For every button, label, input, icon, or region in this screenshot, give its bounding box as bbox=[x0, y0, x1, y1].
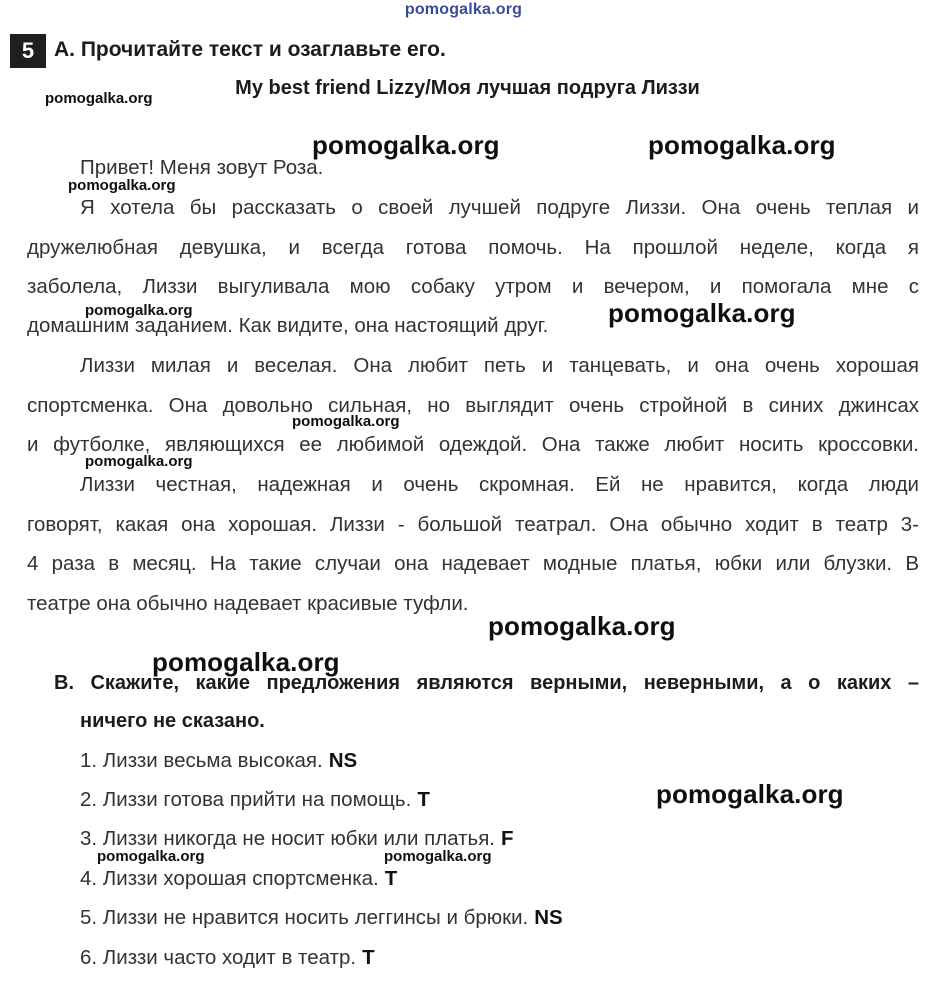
paragraph-2-line-2: спортсменка. Она довольно сильная, но выглядит очень стройной в синих джинсах bbox=[27, 394, 919, 417]
statement-text: 4. Лиззи хорошая спортсменка. bbox=[80, 867, 379, 890]
watermark: pomogalka.org bbox=[85, 302, 193, 319]
watermark: pomogalka.org bbox=[312, 130, 500, 160]
statement-answer: T bbox=[384, 867, 398, 890]
exercise-number-badge: 5 bbox=[10, 34, 46, 68]
watermark: pomogalka.org bbox=[648, 130, 836, 160]
statement-answer: T bbox=[362, 946, 375, 969]
task-b-instruction-line-2: ничего не сказано. bbox=[80, 710, 265, 732]
watermark: pomogalka.org bbox=[488, 611, 676, 641]
paragraph-3-line-4: театре она обычно надевает красивые туфли. bbox=[27, 592, 469, 615]
watermark: pomogalka.org bbox=[45, 90, 153, 107]
paragraph-2-line-1: Лиззи милая и веселая. Она любит петь и танцевать, и она очень хорошая bbox=[80, 354, 919, 377]
watermark: pomogalka.org bbox=[97, 848, 205, 865]
statement-answer: F bbox=[501, 827, 514, 850]
statement-text: 5. Лиззи не нравится носить леггинсы и брюки. bbox=[80, 906, 529, 929]
watermark: pomogalka.org bbox=[68, 177, 176, 194]
greeting-line: Привет! Меня зовут Роза. bbox=[80, 156, 324, 179]
statement-text: 3. Лиззи никогда не носит юбки или платья. bbox=[80, 827, 495, 850]
paragraph-1-line-2: дружелюбная девушка, и всегда готова помочь. На прошлой неделе, когда я bbox=[27, 236, 919, 259]
statement-6 bbox=[80, 946, 375, 970]
top-watermark: pomogalka.org bbox=[404, 1, 523, 18]
paragraph-1-line-1: Я хотела бы рассказать о своей лучшей подруге Лиззи. Она очень теплая и bbox=[80, 196, 919, 219]
statement-5 bbox=[80, 906, 563, 930]
paragraph-3-line-2: говорят, какая она хорошая. Лиззи - большой театрал. Она обычно ходит в театр 3- bbox=[27, 513, 919, 536]
paragraph-1-line-3: заболела, Лиззи выгуливала мою собаку утром и вечером, и помогала мне с bbox=[27, 275, 919, 298]
watermark: pomogalka.org bbox=[85, 453, 193, 470]
paragraph-2-line-3: и футболке, являющихся ее любимой одеждой. Она также любит носить кроссовки. bbox=[27, 433, 919, 456]
watermark: pomogalka.org bbox=[292, 413, 400, 430]
statement-text: 1. Лиззи весьма высокая. bbox=[80, 749, 323, 772]
statement-answer: T bbox=[417, 788, 430, 811]
statement-answer: NS bbox=[328, 749, 358, 772]
paragraph-1-line-4: домашним заданием. Как видите, она настоящий друг. bbox=[27, 314, 549, 337]
text-title: My best friend Lizzy/Моя лучшая подруга Лиззи bbox=[235, 77, 700, 99]
watermark: pomogalka.org bbox=[152, 647, 340, 677]
watermark: pomogalka.org bbox=[656, 779, 844, 809]
task-b-instruction-line-1: B. Скажите, какие предложения являются верными, неверными, а о каких – bbox=[54, 672, 919, 694]
watermark: pomogalka.org bbox=[608, 298, 796, 328]
task-a-instruction: A. Прочитайте текст и озаглавьте его. bbox=[54, 38, 446, 61]
statement-4 bbox=[80, 867, 397, 891]
statement-answer: NS bbox=[534, 906, 563, 929]
paragraph-3-line-1: Лиззи честная, надежная и очень скромная. Ей не нравится, когда люди bbox=[80, 473, 919, 496]
statement-1 bbox=[80, 749, 357, 773]
paragraph-3-line-3: 4 раза в месяц. На такие случаи она надевает модные платья, юбки или блузки. В bbox=[27, 552, 919, 575]
statement-2 bbox=[80, 788, 430, 812]
statement-text: 6. Лиззи часто ходит в театр. bbox=[80, 946, 357, 969]
statement-text: 2. Лиззи готова прийти на помощь. bbox=[80, 788, 412, 811]
watermark: pomogalka.org bbox=[384, 848, 492, 865]
